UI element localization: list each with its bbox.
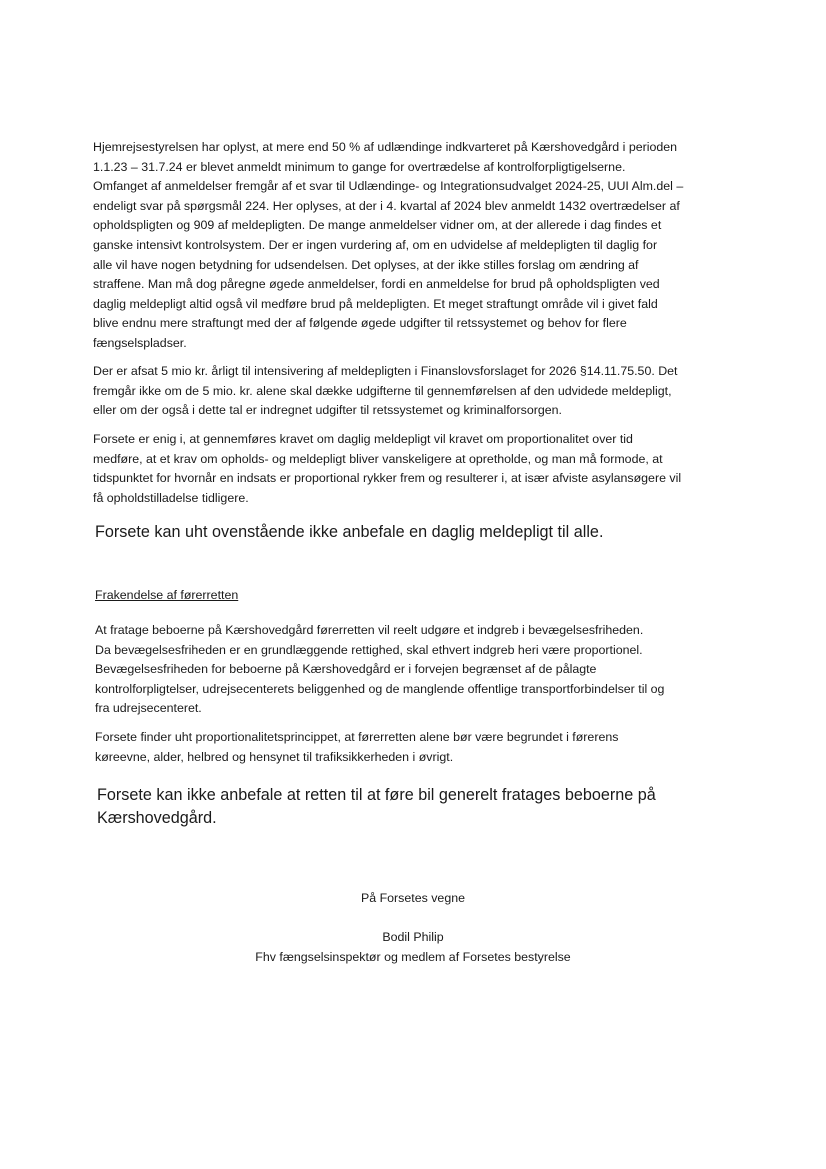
signature-on-behalf: På Forsetes vegne: [360, 891, 465, 905]
text-line: straffene. Man må dog påregne øgede anmeldelser, fordi en anmeldelse for brud på opholdspligten ved: [93, 277, 660, 292]
conclusion-meldepligt: [95, 521, 755, 544]
text-line: blive endnu mere straftungt med der af følgende øgede udgifter til retssystemet og behov for flere: [93, 316, 627, 331]
text-line: Da bevægelsesfriheden er en grundlæggende rettighed, skal ethvert indgreb heri være proportionel.: [95, 642, 643, 657]
text-line: Bevægelsesfriheden for beboerne på Kærshovedgård er i forvejen begrænset af de pålagte: [95, 662, 597, 677]
text-line: fra udrejsecenteret.: [95, 701, 202, 716]
text-line: At fratage beboerne på Kærshovedgård førerretten vil reelt udgøre et indgreb i bevægelsesfriheden.: [95, 623, 644, 637]
text-line: 1.1.23 – 31.7.24 er blevet anmeldt minimum to gange for overtrædelse af kontrolforpligtigelserne.: [93, 159, 626, 174]
paragraph-proportionalitet: [93, 430, 753, 508]
text-line: opholdspligten og 909 af meldepligten. De mange anmeldelser vidner om, at der allerede i dag findes et: [93, 218, 662, 233]
text-line: alle vil have nogen betydning for udsendelsen. Det oplyses, at der ikke stilles forslag om ændring af: [93, 257, 639, 272]
paragraph-anmeldelser: [93, 138, 753, 354]
text-line: ganske intensivt kontrolsystem. Der er ingen vurdering af, om en udvidelse af meldepligten til daglig for: [93, 237, 658, 252]
paragraph-koereevne: [95, 728, 755, 767]
text-line: Forsete er enig i, at gennemføres kravet om daglig meldepligt vil kravet om proportionalitet over tid: [93, 432, 633, 446]
text-line: endeligt svar på spørgsmål 224. Her oplyses, at der i 4. kvartal af 2024 blev anmeldt 1432 overtrædelser af: [93, 198, 680, 213]
text-line: tidspunktet for hvornår en indsats er proportional rykker frem og resulterer i, at især afviste asylansøgere vil: [93, 471, 682, 486]
text-line: køreevne, alder, helbred og hensynet til trafiksikkerheden i øvrigt.: [95, 749, 454, 764]
text-line: medføre, at et krav om opholds- og meldepligt bliver vanskeligere at opretholde, og man må formode, at: [93, 451, 663, 466]
paragraph-finanslov: [93, 362, 753, 421]
text-line: fremgår ikke om de 5 mio. kr. alene skal dække udgifterne til gennemførelsen af den udvidede meldepligt,: [93, 383, 672, 398]
text-line: få opholdstilladelse tidligere.: [93, 490, 249, 505]
text-line: eller om der også i dette tal er indregnet udgifter til retssystemet og kriminalforsorgen.: [93, 403, 562, 418]
signature-title: Fhv fængselsinspektør og medlem af Forsetes bestyrelse: [255, 949, 571, 964]
signature-name: Bodil Philip: [382, 930, 444, 944]
conclusion-line: Forsete kan ikke anbefale at retten til at føre bil generelt fratages beboerne på: [97, 786, 656, 804]
text-line: Omfanget af anmeldelser fremgår af et svar til Udlændinge- og Integrationsudvalget 2024-25, UUI Alm.del –: [93, 179, 684, 194]
section-heading: Frakendelse af førerretten: [95, 588, 239, 602]
text-line: Forsete finder uht proportionalitetsprincippet, at førerretten alene bør være begrundet i førerens: [95, 730, 619, 744]
signature-block: [0, 928, 826, 967]
text-line: kontrolforpligtelser, udrejsecenterets beliggenhed og de manglende offentlige transportforbindelser til og: [95, 681, 665, 696]
text-line: Hjemrejsestyrelsen har oplyst, at mere end 50 % af udlændinge indkvarteret på Kærshovedgård i perioden: [93, 140, 678, 154]
conclusion-line: Forsete kan uht ovenstående ikke anbefale en daglig meldepligt til alle.: [95, 523, 604, 541]
conclusion-foererret: [97, 784, 757, 829]
text-line: fængselspladser.: [93, 335, 187, 350]
text-line: daglig meldepligt altid også vil medføre brud på meldepligten. Et meget straftungt område vil i givet fald: [93, 296, 658, 311]
conclusion-line: Kærshovedgård.: [97, 808, 217, 827]
text-line: Der er afsat 5 mio kr. årligt til intensivering af meldepligten i Finanslovsforslaget for 2026 §14.11.75.50. Det: [93, 364, 678, 378]
paragraph-bevaegelsesfrihed: [95, 621, 755, 719]
